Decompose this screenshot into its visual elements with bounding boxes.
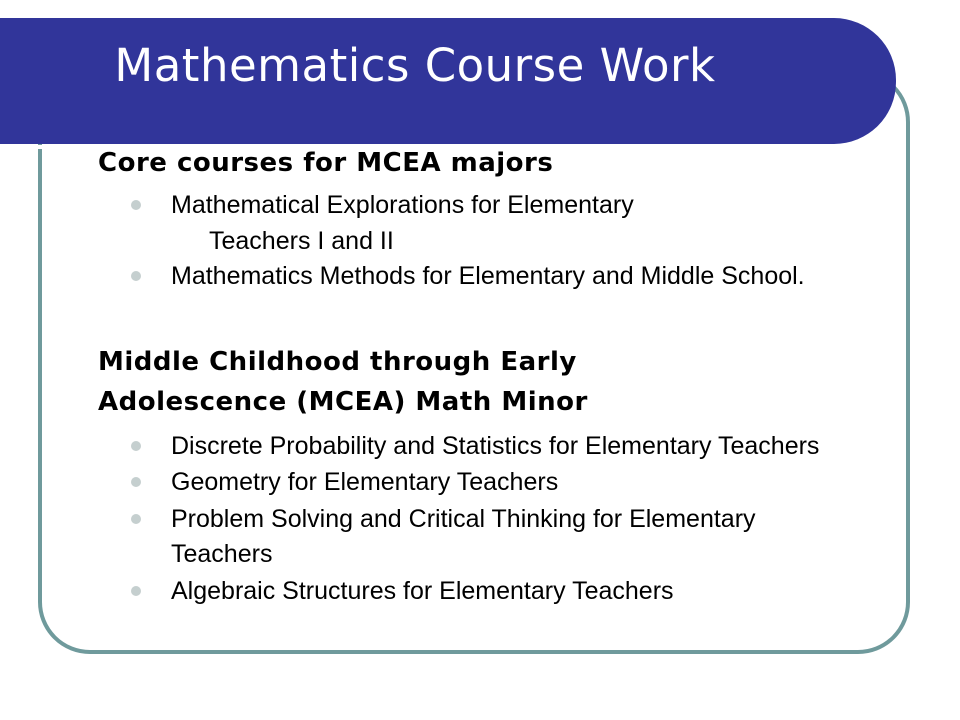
core-course-list [126, 187, 856, 293]
course-title: Algebraic Structures for Elementary Teachers [171, 577, 674, 605]
slide-title: Mathematics Course Work [114, 39, 716, 92]
bullet-icon [131, 200, 141, 210]
course-title: Problem Solving and Critical Thinking for Elementary Teachers [171, 505, 756, 568]
list-item [126, 430, 856, 463]
list-item [126, 187, 856, 259]
bullet-icon [131, 441, 141, 451]
list-item [126, 502, 856, 572]
course-title: Mathematical Explorations for Elementary [171, 191, 634, 219]
list-item [126, 466, 856, 499]
course-title-continuation: Teachers I and II [209, 227, 394, 255]
section-heading-math-minor: Middle Childhood through Early Adolescence (MCEA) Math Minor [98, 347, 588, 417]
list-item [126, 575, 856, 608]
course-title: Discrete Probability and Statistics for Elementary Teachers [171, 432, 820, 460]
list-item [126, 259, 856, 293]
title-banner [0, 18, 896, 144]
math-minor-course-list [126, 430, 856, 611]
section-heading-core-courses: Core courses for MCEA majors [98, 148, 554, 178]
bullet-icon [131, 586, 141, 596]
course-title: Geometry for Elementary Teachers [171, 468, 559, 496]
bullet-icon [131, 271, 141, 281]
bullet-icon [131, 514, 141, 524]
bullet-icon [131, 477, 141, 487]
course-title: Mathematics Methods for Elementary and Middle School. [171, 262, 805, 290]
